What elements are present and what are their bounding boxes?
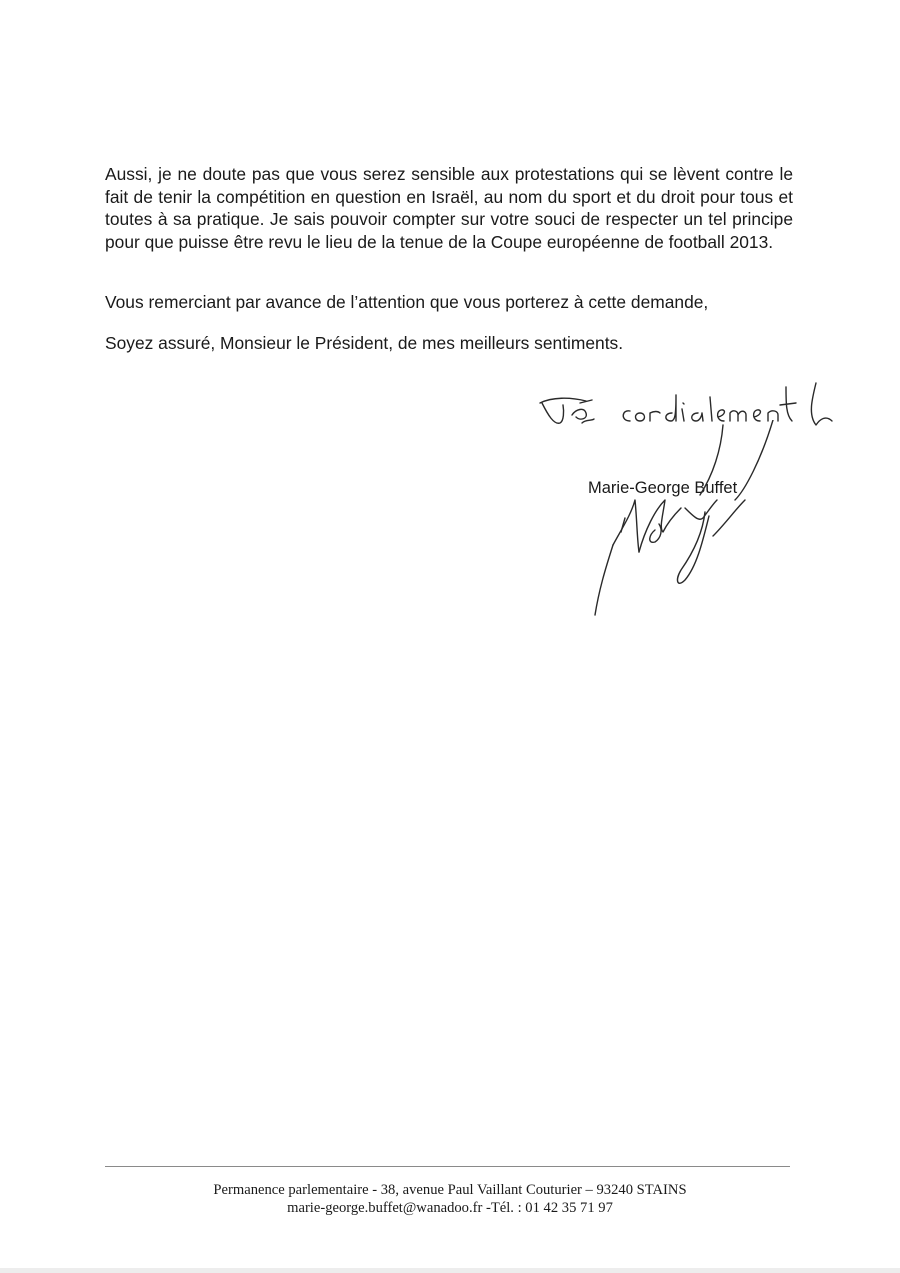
letter-paragraph: Aussi, je ne doute pas que vous serez sensible aux protestations qui se lèvent contre le fait de tenir la compétition en question en Israël, au nom du sport et du droit pour tous et toutes à sa pratique. Je sais pouvoir compter sur votre souci de respecter un tel principe pour que puisse être revu le lieu de la tenue de la Coupe européenne de football 2013. [105,164,793,252]
signature [585,420,775,625]
footer-address: Permanence parlementaire - 38, avenue Paul Vaillant Couturier – 93240 STAINS [213,1182,687,1198]
footer-divider [105,1166,790,1167]
signer-name: Marie-George Buffet [588,479,738,497]
scan-edge [0,1268,900,1273]
letter-paragraph: Vous remerciant par avance de l’attention que vous porterez à cette demande, [105,292,709,312]
closing-formula: Soyez assuré, Monsieur le Président, de mes meilleurs sentiments. [105,333,624,353]
footer-contact: marie-george.buffet@wanadoo.fr -Tél. : 01 42 35 71 97 [287,1200,613,1216]
